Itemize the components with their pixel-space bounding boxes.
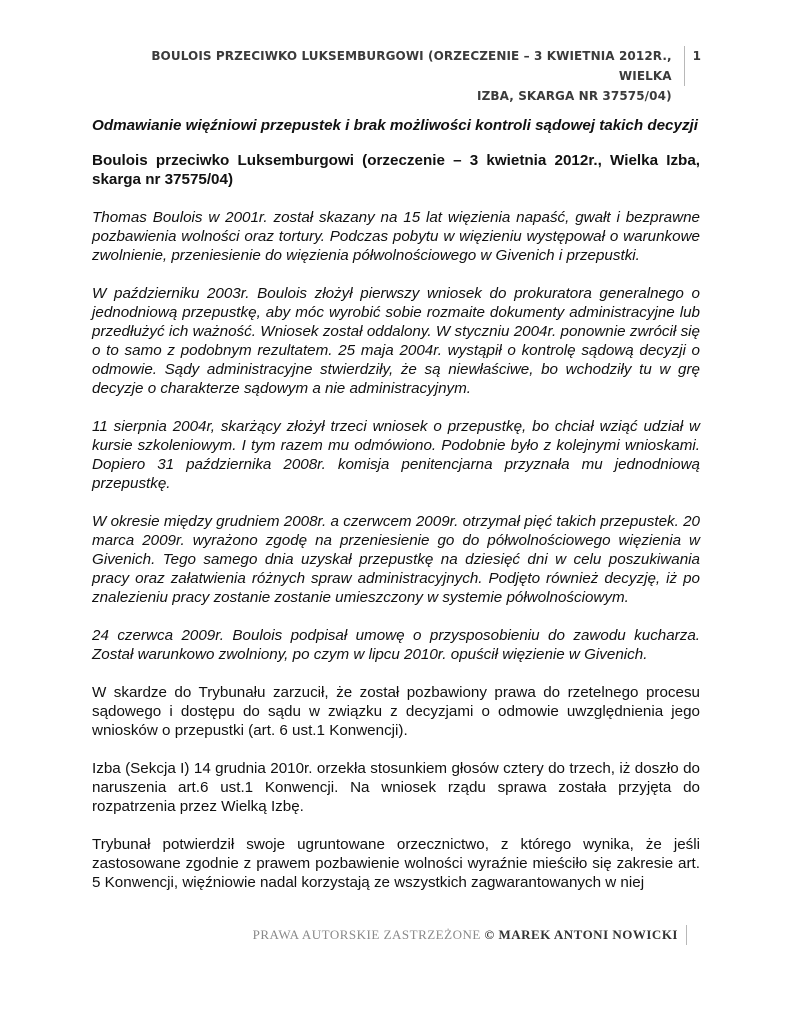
page-footer [100,925,687,945]
paragraph-facts-5: 24 czerwca 2009r. Boulois podpisał umowę o przysposobieniu do zawodu kucharza. Został warunkowo zwolniony, po czym w lipcu 2010r. opuścił więzienie w Givenich. [92,627,700,663]
copyright-notice [253,927,686,943]
running-title-line-1: BOULOIS PRZECIWKO LUKSEMBURGOWI (ORZECZENIE – 3 KWIETNIA 2012R., WIELKA [151,49,672,83]
document-subject: Odmawianie więźniowi przepustek i brak możliwości kontroli sądowej takich decyzji [92,117,698,134]
running-title-line-2: IZBA, SKARGA NR 37575/04) [477,89,672,103]
paragraph-facts-4: W okresie między grudniem 2008r. a czerwcem 2009r. otrzymał pięć takich przepustek. 20 marca 2009r. wyrażono zgodę na przeniesienie go do półwolnościowego więzienia w Givenich. Tego samego dnia uzyskał przepustkę na dziesięć dni w celu poszukiwania pracy oraz załatwienia różnych spraw administracyjnych. Podjęto również decyzję, iż po znalezieniu pracy zostanie zostanie umieszczony w systemie półwolnościowym. [92,513,700,606]
paragraph-facts-1: Thomas Boulois w 2001r. został skazany na 15 lat więzienia napaść, gwałt i bezprawne pozbawienia wolności oraz tortury. Podczas pobytu w więzieniu występował o warunkowe zwolnienie, przeniesienie do więzienia półwolnościowego w Givenich i przepustki. [92,209,700,264]
paragraph-chamber-ruling: Izba (Sekcja I) 14 grudnia 2010r. orzekła stosunkiem głosów cztery do trzech, iż doszło do naruszenia art.6 ust.1 Konwencji. Na wniosek rządu sprawa została przyjęta do rozpatrzenia przez Wielką Izbę. [92,760,700,815]
document-body [92,116,700,892]
paragraph-complaint: W skardze do Trybunału zarzucił, że został pozbawiony prawa do rzetelnego procesu sądowego i dostępu do sądu w związku z decyzjami o odmowie uwzględnienia jego wniosków o przepustki (art. 6 ust.1 Konwencji). [92,684,700,739]
copyright-rights: PRAWA AUTORSKIE ZASTRZEŻONE [252,927,481,942]
case-title: Boulois przeciwko Luksemburgowi (orzeczenie – 3 kwietnia 2012r., Wielka Izba, skarga nr 37575/04) [92,152,700,188]
footer-divider [686,925,687,945]
paragraph-court-reasoning: Trybunał potwierdził swoje ugruntowane orzecznictwo, z którego wynika, że jeśli zastosowane zgodnie z prawem pozbawienie wolności wyraźnie mieściło się zakresie art. 5 Konwencji, więźniowie nadal korzystają ze wszystkich zagwarantowanych w niej [92,836,700,891]
paragraph-facts-3: 11 sierpnia 2004r, skarżący złożył trzeci wniosek o przepustkę, bo chciał wziąć udział w kursie szkoleniowym. I tym razem mu odmówiono. Podobnie było z kolejnymi wnioskami. Dopiero 31 października 2008r. komisja penitencjarna przyznała mu jednodniową przepustkę. [92,418,700,492]
page-number: 1 [692,49,701,63]
copyright-author: © MAREK ANTONI NOWICKI [484,927,678,942]
running-title [100,46,684,106]
page-header [100,46,701,106]
paragraph-facts-2: W październiku 2003r. Boulois złożył pierwszy wniosek do prokuratora generalnego o jednodniową przepustkę, aby móc wyrobić sobie rozmaite dokumenty administracyjne lub przedłużyć ich ważność. Wniosek został oddalony. W styczniu 2004r. ponownie zwrócił się o to samo z podobnym rezultatem. 25 maja 2004r. wystąpił o kontrolę sądową decyzji o odmowie. Sądy administracyjne stwierdziły, że są niewłaściwe, bo wchodziły tu w grę decyzje o charakterze sądowym a nie administracyjnym. [92,285,700,397]
